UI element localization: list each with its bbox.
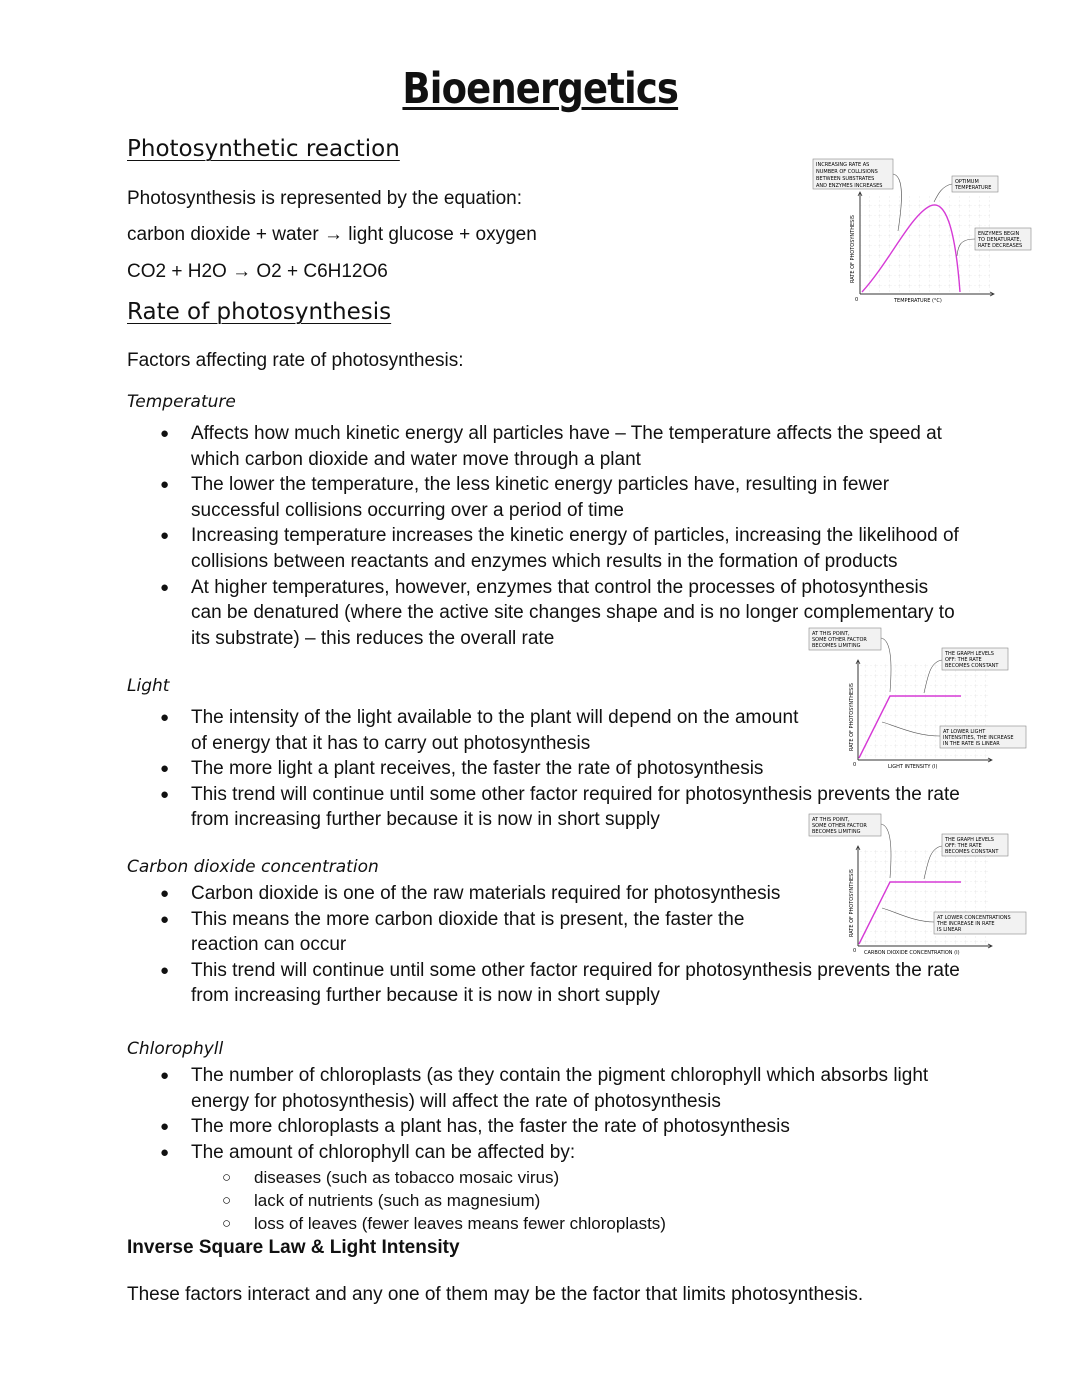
grid — [860, 196, 990, 294]
list-item: ● Increasing temperature increases the kinetic energy of particles, increasing the likelihood of collisions between reactants and enzymes which results in the formation of products — [160, 523, 960, 574]
annotation-limiting: AT THIS POINT, SOME OTHER FACTOR BECOMES LIMITING — [812, 817, 867, 835]
annotation-levels-off: THE GRAPH LEVELS OFF: THE RATE BECOMES CONSTANT — [945, 837, 999, 855]
list-item: ○ loss of leaves (fewer leaves means fewer chloroplasts) — [222, 1212, 922, 1235]
y-axis-label: RATE OF PHOTOSYNTHESIS — [849, 683, 855, 751]
list-item: ○ diseases (such as tobacco mosaic virus) — [222, 1166, 922, 1189]
y-axis-label: RATE OF PHOTOSYNTHESIS — [850, 215, 856, 283]
list-item: ● This means the more carbon dioxide that is present, the faster the reaction can occur — [160, 907, 766, 958]
word-equation: carbon dioxide + water → light glucose + oxygen — [127, 224, 537, 245]
subheading-chlorophyll: Chlorophyll — [127, 1039, 224, 1059]
list-item: ● At higher temperatures, however, enzymes that control the processes of photosynthesis can be denatured (where the active site changes shape and is no longer complementary to its substrate) – this reduces the overall rate — [160, 575, 960, 652]
list-item: ● The lower the temperature, the less kinetic energy particles have, resulting in fewer successful collisions occurring over a period of time — [160, 472, 960, 523]
list-item: ● This trend will continue until some other factor required for photosynthesis prevents the rate from increasing further because it is now in short supply — [160, 782, 960, 833]
annotation-levels-off: THE GRAPH LEVELS OFF: THE RATE BECOMES CONSTANT — [945, 651, 999, 669]
list-item: ○ lack of nutrients (such as magnesium) — [222, 1189, 922, 1212]
conclusion-text: These factors interact and any one of them may be the factor that limits photosynthesis. — [127, 1284, 864, 1305]
list-item: ● This trend will continue until some other factor required for photosynthesis prevents the rate from increasing further because it is now in short supply — [160, 958, 960, 1009]
chlorophyll-bullets — [160, 1063, 960, 1165]
temperature-graph — [810, 156, 1036, 306]
list-item: ● The amount of chlorophyll can be affected by: — [160, 1140, 960, 1166]
annotation-linear: AT LOWER CONCENTRATIONS THE INCREASE IN RATE IS LINEAR — [937, 915, 1011, 933]
heading-photosynthetic-reaction: Photosynthetic reaction — [127, 136, 400, 162]
list-item: ● The more light a plant receives, the faster the rate of photosynthesis — [160, 756, 960, 782]
origin-label: 0 — [853, 948, 857, 954]
heading-rate-of-photosynthesis: Rate of photosynthesis — [127, 299, 392, 325]
annotation-linear: AT LOWER LIGHT INTENSITIES, THE INCREASE IN THE RATE IS LINEAR — [943, 729, 1014, 747]
temperature-bullets — [160, 421, 960, 651]
subheading-temperature: Temperature — [127, 392, 236, 412]
list-item: ● The number of chloroplasts (as they contain the pigment chlorophyll which absorbs light energy for photosynthesis) will affect the rate of photosynthesis — [160, 1063, 960, 1114]
factors-intro: Factors affecting rate of photosynthesis: — [127, 350, 464, 371]
page-title: Bioenergetics — [402, 64, 678, 114]
list-item: ● The intensity of the light available to the plant will depend on the amount of energy that it has to carry out photosynthesis — [160, 705, 816, 756]
chlorophyll-sub-bullets — [222, 1166, 922, 1235]
equation-intro: Photosynthesis is represented by the equation: — [127, 188, 523, 209]
x-axis-label: CARBON DIOXIDE CONCENTRATION (I) — [864, 950, 960, 956]
subheading-co2: Carbon dioxide concentration — [127, 857, 379, 877]
annotation-optimum: OPTIMUM TEMPERATURE — [955, 179, 992, 191]
annotation-increasing-rate: INCREASING RATE AS NUMBER OF COLLISIONS BETWEEN SUBSTRATES AND ENZYMES INCREASES — [816, 162, 883, 189]
heading-inverse-square-law: Inverse Square Law & Light Intensity — [127, 1237, 460, 1258]
subheading-light: Light — [127, 676, 170, 696]
symbol-equation: CO2 + H2O → O2 + C6H12O6 — [127, 261, 388, 282]
light-intensity-graph — [806, 626, 1032, 772]
annotation-denature: ENZYMES BEGIN TO DENATURATE, RATE DECREASES — [978, 231, 1023, 249]
list-item: ● Carbon dioxide is one of the raw materials required for photosynthesis — [160, 881, 960, 907]
x-axis-label: LIGHT INTENSITY (I) — [888, 764, 938, 770]
annotation-limiting: AT THIS POINT, SOME OTHER FACTOR BECOMES LIMITING — [812, 631, 867, 649]
co2-concentration-graph — [806, 812, 1032, 958]
origin-label: 0 — [853, 762, 857, 768]
x-axis-label: TEMPERATURE (°C) — [894, 298, 942, 304]
list-item: ● The more chloroplasts a plant has, the faster the rate of photosynthesis — [160, 1114, 960, 1140]
list-item: ● Affects how much kinetic energy all particles have – The temperature affects the speed at which carbon dioxide and water move through a plant — [160, 421, 960, 472]
y-axis-label: RATE OF PHOTOSYNTHESIS — [849, 869, 855, 937]
origin-label: 0 — [855, 297, 859, 303]
